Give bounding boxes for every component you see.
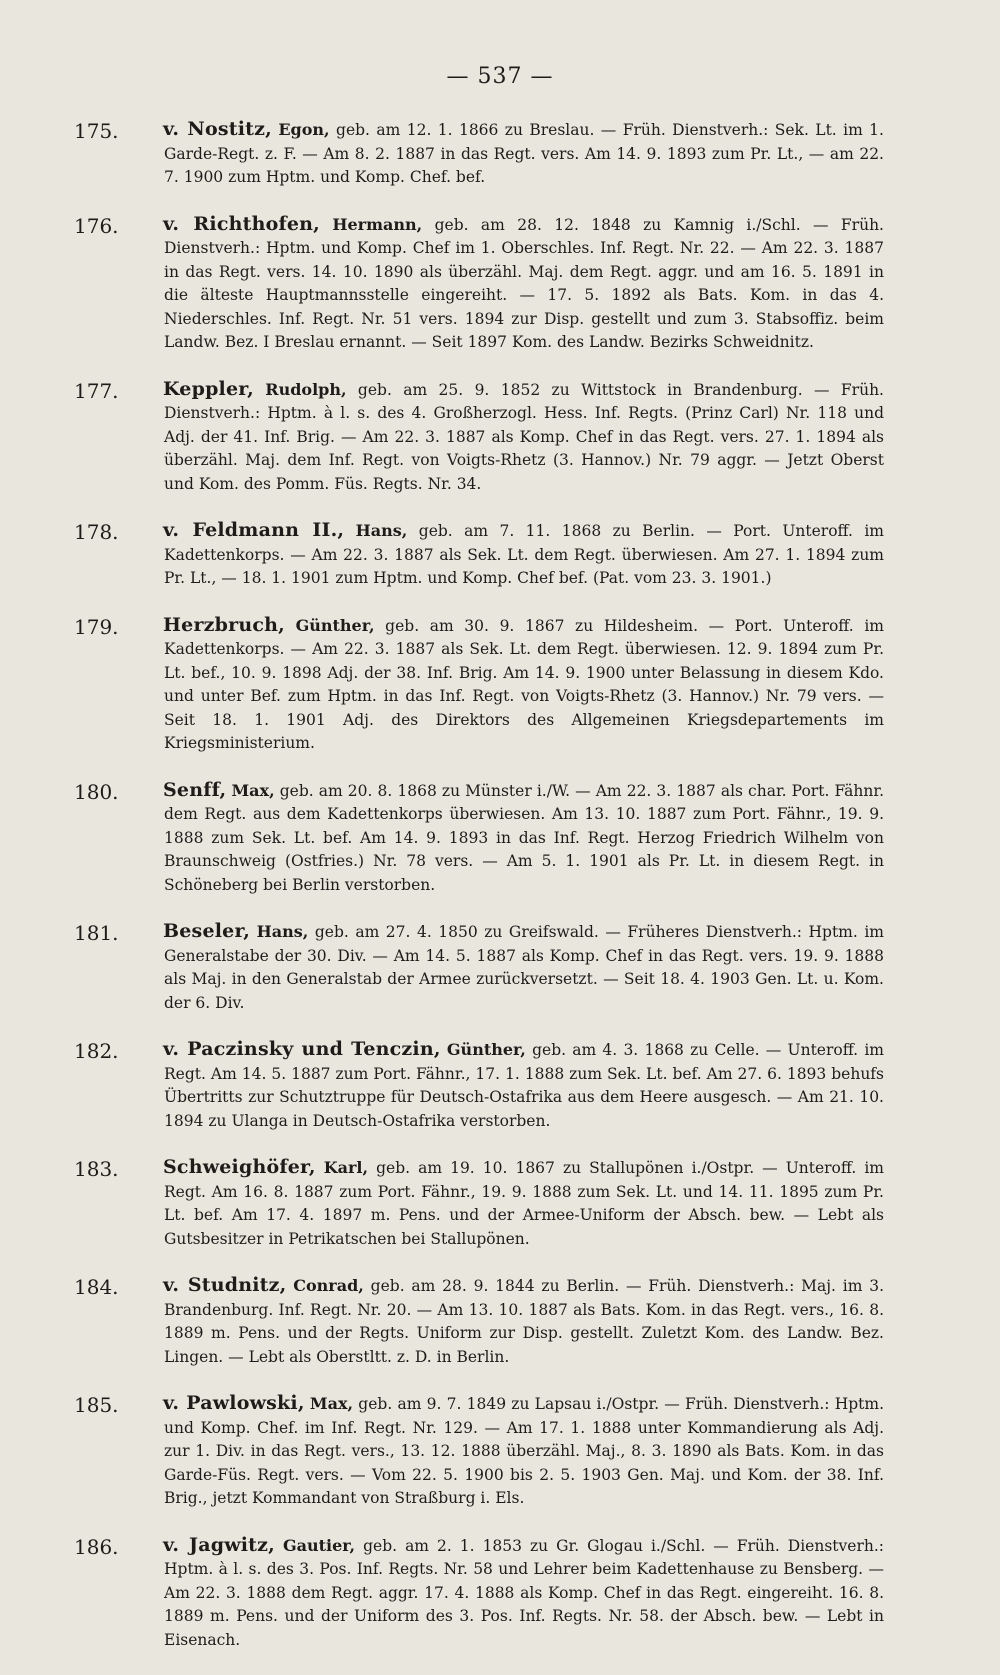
entry-number: 184. [74, 1275, 119, 1299]
list-item [0, 118, 1000, 190]
list-item [0, 614, 1000, 756]
entry-number: 178. [74, 520, 119, 544]
page-number: — 537 — [446, 64, 554, 89]
entry-text [164, 519, 884, 591]
list-item [0, 213, 1000, 355]
entry-number: 182. [74, 1039, 119, 1063]
entry-text [164, 1274, 884, 1369]
list-item [0, 779, 1000, 898]
list-item [0, 519, 1000, 591]
entry-given-name: Rudolph, [265, 379, 347, 399]
entry-given-name: Günther, [295, 615, 375, 635]
entry-given-name: Max, [309, 1394, 354, 1413]
list-item [0, 1274, 1000, 1369]
entry-given-name: Gautier, [282, 1535, 356, 1555]
entry-text [164, 1156, 884, 1251]
entry-text [164, 118, 884, 190]
entry-number: 183. [74, 1157, 119, 1181]
entry-text [164, 1534, 884, 1653]
entry-text [164, 1392, 884, 1511]
entry-biography: geb. am 7. 11. 1868 zu Berlin. — Port. Unteroff. im Kadettenkorps. — Am 22. 3. 1887 als Sek. Lt. dem Regt. überwiesen. Am 27. 1. 1894 zum Pr. Lt., — 18. 1. 1901 zum Hptm. und Komp. Chef bef. (Pat. vom 23. 3. 1901.) [164, 522, 885, 587]
entry-given-name: Conrad, [293, 1276, 364, 1295]
entry-surname: Beseler, [163, 920, 251, 942]
list-item [0, 1038, 1000, 1133]
entry-given-name: Hans, [355, 521, 408, 540]
entry-biography: geb. am 25. 9. 1852 zu Wittstock in Brandenburg. — Früh. Dienstverh.: Hptm. à l. s. des 4. Großherzogl. Hess. Inf. Regts. (Prinz Carl) Nr. 118 und Adj. der 41. Inf. Brig. — Am 22. 3. 1887 als Komp. Chef in das Regt. vers. 27. 1. 1894 als überzähl. Maj. dem Inf. Regt. von Voigts-Rhetz (3. Hannov.) Nr. 79 aggr. — Jetzt Oberst und Kom. des Pomm. Füs. Regts. Nr. 34. [164, 380, 884, 493]
entry-given-name: Hans, [256, 922, 309, 941]
entry-given-name: Egon, [278, 120, 330, 139]
list-item [0, 1534, 1000, 1653]
entry-number: 175. [74, 119, 119, 143]
entry-biography: geb. am 2. 1. 1853 zu Gr. Glogau i./Schl. — Früh. Dienstverh.: Hptm. à l. s. des 3. Pos. Inf. Regts. Nr. 58 und Lehrer beim Kadettenhause zu Bensberg. — Am 22. 3. 1888 dem Regt. aggr. 17. 4. 1888 als Komp. Chef in das Regt. eingereiht. 16. 8. 1889 m. Pens. und der Uniform des 3. Pos. Inf. Regts. Nr. 58. der Absch. bew. — Lebt in Eisenach. [164, 1536, 884, 1649]
entry-biography: geb. am 28. 9. 1844 zu Berlin. — Früh. Dienstverh.: Maj. im 3. Brandenburg. Inf. Regt. Nr. 20. — Am 13. 10. 1887 als Bats. Kom. in das Regt. vers., 16. 8. 1889 m. Pens. und der Regts. Uniform zur Disp. gestellt. Zuletzt Kom. des Landw. Bez. Lingen. — Lebt als Oberstltt. z. D. in Berlin. [164, 1277, 884, 1366]
entry-number: 186. [74, 1534, 119, 1559]
entry-given-name: Hermann, [332, 214, 423, 234]
entry-surname: v. Nostitz, [163, 118, 272, 140]
entry-biography: geb. am 30. 9. 1867 zu Hildesheim. — Port. Unteroff. im Kadettenkorps. — Am 22. 3. 1887 als Sek. Lt. dem Regt. überwiesen. 12. 9. 1894 zum Pr. Lt. bef., 10. 9. 1898 Adj. der 38. Inf. Brig. Am 14. 9. 1900 unter Belassung in diesem Kdo. und unter Bef. zum Hptm. in das Inf. Regt. von Voigts-Rhetz (3. Hannov.) Nr. 79 vers. — Seit 18. 1. 1901 Adj. des Direktors des Allgemeinen Kriegsdepartements im Kriegsministerium. [164, 616, 884, 752]
entry-biography: geb. am 28. 12. 1848 zu Kamnig i./Schl. — Früh. Dienstverh.: Hptm. und Komp. Chef im 1. Oberschles. Inf. Regt. Nr. 22. — Am 22. 3. 1887 in das Regt. vers. 14. 10. 1890 als überzähl. Maj. dem Regt. aggr. und am 16. 5. 1891 in die älteste Hauptmannsstelle eingereiht. — 17. 5. 1892 als Bats. Kom. in das 4. Niederschles. Inf. Regt. Nr. 51 vers. 1894 zur Disp. gestellt und zum 3. Stabsoffiz. beim Landw. Bez. I Breslau ernannt. — Seit 1897 Kom. des Landw. Bezirks Schweidnitz. [164, 215, 884, 351]
entry-surname: Senff, [163, 778, 227, 801]
entry-text [164, 920, 884, 1015]
list-item [0, 1156, 1000, 1251]
list-item [0, 920, 1000, 1015]
entry-text [164, 378, 884, 497]
entry-biography: geb. am 19. 10. 1867 zu Stallupönen i./Ostpr. — Unteroff. im Regt. Am 16. 8. 1887 zum Port. Fähnr., 19. 9. 1888 zum Sek. Lt. und 14. 11. 1895 zum Pr. Lt. bef. Am 17. 4. 1897 m. Pens. und der Armee-Uniform der Absch. bew. — Lebt als Gutsbesitzer in Petrikatschen bei Stallupönen. [164, 1159, 884, 1248]
entry-biography: geb. am 27. 4. 1850 zu Greifswald. — Früheres Dienstverh.: Hptm. im Generalstabe der 30. Div. — Am 14. 5. 1887 als Komp. Chef in das Regt. vers. 19. 9. 1888 als Maj. in den Generalstab der Armee zurückversetzt. — Seit 18. 4. 1903 Gen. Lt. u. Kom. der 6. Div. [164, 923, 884, 1012]
entry-biography: geb. am 12. 1. 1866 zu Breslau. — Früh. Dienstverh.: Sek. Lt. im 1. Garde-Regt. z. F. — Am 8. 2. 1887 in das Regt. vers. Am 14. 9. 1893 zum Pr. Lt., — am 22. 7. 1900 zum Hptm. und Komp. Chef. bef. [164, 121, 884, 186]
entry-surname: v. Jagwitz, [163, 1533, 275, 1556]
entry-biography: geb. am 9. 7. 1849 zu Lapsau i./Ostpr. — Früh. Dienstverh.: Hptm. und Komp. Chef. im Inf. Regt. Nr. 129. — Am 17. 1. 1888 unter Kommandierung als Adj. zur 1. Div. in das Regt. vers., 13. 12. 1888 überzähl. Maj., 8. 3. 1890 als Bats. Kom. in das Garde-Füs. Regt. vers. — Vom 22. 5. 1900 bis 2. 5. 1903 Gen. Maj. und Kom. der 38. Inf. Brig., jetzt Kommandant von Straßburg i. Els. [164, 1395, 885, 1507]
entry-surname: v. Paczinsky und Tenczin, [163, 1038, 441, 1060]
entry-given-name: Günther, [446, 1040, 526, 1059]
entry-number: 181. [74, 921, 119, 945]
entry-biography: geb. am 20. 8. 1868 zu Münster i./W. — Am 22. 3. 1887 als char. Port. Fähnr. dem Regt. aus dem Kadettenkorps überwiesen. Am 13. 10. 1887 zum Port. Fähnr., 19. 9. 1888 zum Sek. Lt. bef. Am 14. 9. 1893 in das Inf. Regt. Herzog Friedrich Wilhelm von Braunschweig (Ostfries.) Nr. 78 vers. — Am 5. 1. 1901 als Pr. Lt. in diesem Regt. in Schöneberg bei Berlin verstorben. [164, 781, 884, 894]
entry-text [164, 213, 884, 355]
entry-surname: Keppler, [163, 377, 254, 400]
entry-text [164, 1038, 884, 1133]
entry-surname: v. Pawlowski, [163, 1392, 305, 1414]
list-item [0, 378, 1000, 497]
entry-surname: Schweighöfer, [163, 1156, 316, 1178]
entry-list [0, 118, 1000, 1675]
entry-number: 176. [74, 213, 119, 238]
entry-number: 185. [74, 1393, 119, 1417]
list-item [0, 1392, 1000, 1511]
entry-surname: v. Richthofen, [163, 212, 320, 235]
entry-number: 177. [74, 378, 119, 403]
entry-number: 179. [74, 614, 119, 639]
entry-given-name: Max, [231, 780, 275, 800]
entry-surname: v. Feldmann II., [163, 519, 345, 541]
entry-number: 180. [74, 779, 119, 804]
entry-surname: Herzbruch, [163, 613, 285, 636]
entry-text [164, 779, 884, 898]
entry-text [164, 614, 884, 756]
entry-given-name: Karl, [323, 1158, 369, 1177]
entry-biography: geb. am 4. 3. 1868 zu Celle. — Unteroff. im Regt. Am 14. 5. 1887 zum Port. Fähnr., 17. 1. 1888 zum Sek. Lt. bef. Am 27. 6. 1893 behufs Übertritts zur Schutztruppe für Deutsch-Ostafrika aus dem Heere ausgesch. — Am 21. 10. 1894 zu Ulanga in Deutsch-Ostafrika verstorben. [164, 1041, 884, 1130]
entry-surname: v. Studnitz, [163, 1274, 287, 1296]
